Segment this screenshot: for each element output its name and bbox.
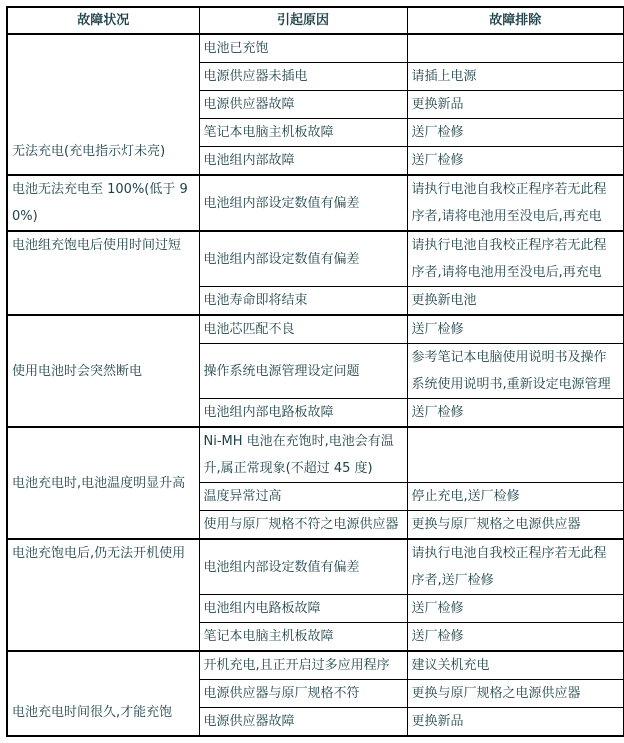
cause-cell: 电源供应器未插电 bbox=[199, 63, 407, 91]
cause-cell: 笔记本电脑主机板故障 bbox=[199, 623, 407, 652]
table-header bbox=[7, 7, 624, 34]
fix-cell: 请执行电池自我校正程序若无此程序者,送厂检修 bbox=[407, 539, 624, 595]
table-body bbox=[7, 34, 624, 736]
fault-cell: 无法充电(充电指示灯未亮) bbox=[7, 34, 199, 175]
fix-cell: 送厂检修 bbox=[407, 315, 624, 344]
fix-cell: 请插上电源 bbox=[407, 63, 624, 91]
table-row bbox=[7, 427, 624, 483]
cause-cell: 温度异常过高 bbox=[199, 483, 407, 511]
column-header-fix: 故障排除 bbox=[407, 7, 624, 34]
cause-cell: 操作系统电源管理设定问题 bbox=[199, 344, 407, 399]
fix-cell bbox=[407, 34, 624, 63]
fix-cell: 更换新品 bbox=[407, 91, 624, 119]
fault-cell: 电池组充饱电后使用时间过短 bbox=[7, 231, 199, 315]
fix-cell: 送厂检修 bbox=[407, 623, 624, 652]
cause-cell: 电池组内部设定数值有偏差 bbox=[199, 231, 407, 287]
cause-cell: 电源供应器与原厂规格不符 bbox=[199, 680, 407, 708]
table-row bbox=[7, 315, 624, 344]
fix-cell: 送厂检修 bbox=[407, 119, 624, 147]
fix-cell: 更换与原厂规格之电源供应器 bbox=[407, 680, 624, 708]
table-row bbox=[7, 231, 624, 287]
troubleshooting-table bbox=[6, 6, 624, 737]
fix-cell: 送厂检修 bbox=[407, 399, 624, 428]
cause-cell: 电池组内电路板故障 bbox=[199, 595, 407, 623]
table-row bbox=[7, 651, 624, 680]
fix-cell: 送厂检修 bbox=[407, 147, 624, 176]
cause-cell: 电池芯匹配不良 bbox=[199, 315, 407, 344]
fix-cell: 停止充电,送厂检修 bbox=[407, 483, 624, 511]
fix-cell: 建议关机充电 bbox=[407, 651, 624, 680]
cause-cell: 电源供应器故障 bbox=[199, 708, 407, 737]
table-row bbox=[7, 539, 624, 595]
cause-cell: Ni-MH 电池在充饱时,电池会有温升,属正常现象(不超过 45 度) bbox=[199, 427, 407, 483]
fix-cell: 送厂检修 bbox=[407, 595, 624, 623]
column-header-fault: 故障状况 bbox=[7, 7, 199, 34]
cause-cell: 电源供应器故障 bbox=[199, 91, 407, 119]
cause-cell: 电池组内部电路板故障 bbox=[199, 399, 407, 428]
header-row bbox=[7, 7, 624, 34]
fault-cell: 电池无法充电至 100%(低于 90%) bbox=[7, 175, 199, 231]
cause-cell: 开机充电,且正开启过多应用程序 bbox=[199, 651, 407, 680]
fix-cell: 更换新品 bbox=[407, 708, 624, 737]
fix-cell: 请执行电池自我校正程序若无此程序者,请将电池用至没电后,再充电 bbox=[407, 231, 624, 287]
cause-cell: 笔记本电脑主机板故障 bbox=[199, 119, 407, 147]
fault-cell: 使用电池时会突然断电 bbox=[7, 315, 199, 427]
cause-cell: 电池已充饱 bbox=[199, 34, 407, 63]
cause-cell: 电池组内部故障 bbox=[199, 147, 407, 176]
fix-cell: 参考笔记本电脑使用说明书及操作系统使用说明书,重新设定电源管理 bbox=[407, 344, 624, 399]
cause-cell: 使用与原厂规格不符之电源供应器 bbox=[199, 511, 407, 540]
cause-cell: 电池寿命即将结束 bbox=[199, 287, 407, 316]
fault-cell: 电池充饱电后,仍无法开机使用 bbox=[7, 539, 199, 651]
fix-cell bbox=[407, 427, 624, 483]
fix-cell: 更换新电池 bbox=[407, 287, 624, 316]
cause-cell: 电池组内部设定数值有偏差 bbox=[199, 175, 407, 231]
fix-cell: 更换与原厂规格之电源供应器 bbox=[407, 511, 624, 540]
column-header-cause: 引起原因 bbox=[199, 7, 407, 34]
cause-cell: 电池组内部设定数值有偏差 bbox=[199, 539, 407, 595]
fault-cell: 电池充电时间很久,才能充饱 bbox=[7, 651, 199, 736]
fault-cell: 电池充电时,电池温度明显升高 bbox=[7, 427, 199, 539]
fix-cell: 请执行电池自我校正程序若无此程序者,请将电池用至没电后,再充电 bbox=[407, 175, 624, 231]
table-row bbox=[7, 34, 624, 63]
table-row bbox=[7, 175, 624, 231]
